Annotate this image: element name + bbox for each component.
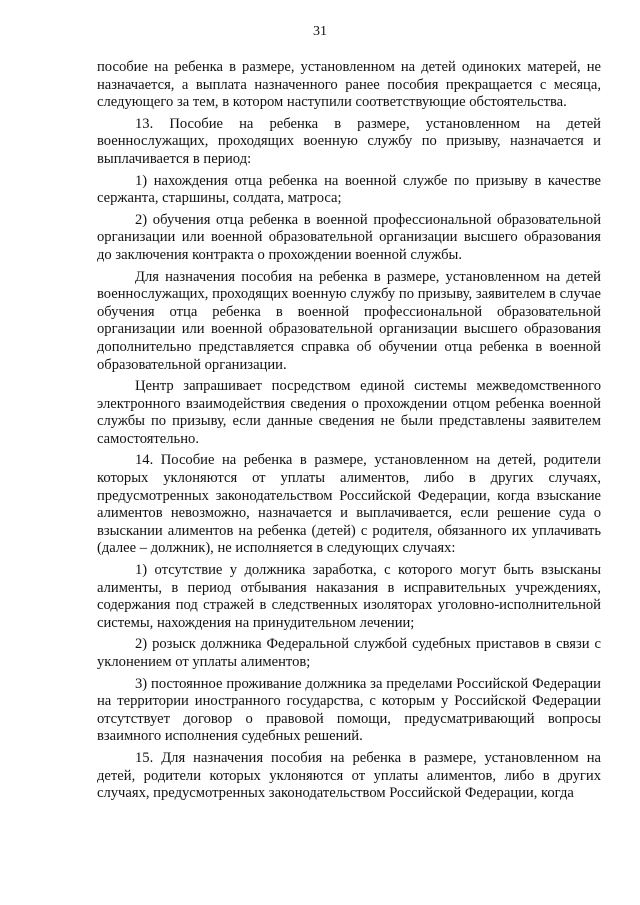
- paragraph: пособие на ребенка в размере, установленном на детей одиноких матерей, не назначается, а выплата назначенного ранее пособия прекращается с месяца, следующего за тем, в котором наступили соответствующие обстоятельства.: [97, 59, 601, 111]
- paragraph: Для назначения пособия на ребенка в размере, установленном на детей военнослужащих, проходящих военную службу по призыву, заявителем в случае обучения отца ребенка в военной профессиональной образовательной организации или военной образовательной организации высшего образования дополнительно представляется справка об обучении отца ребенка в военной образовательной организации.: [97, 268, 601, 373]
- paragraph: 1) отсутствие у должника заработка, с которого могут быть взысканы алименты, в период отбывания наказания в исправительных учреждениях, содержания под стражей в следственных изоляторах уголовно-исполнительной системы, нахождения на принудительном лечении;: [97, 562, 601, 631]
- page-number: 31: [313, 24, 327, 39]
- paragraph: 2) обучения отца ребенка в военной профессиональной образовательной организации или военной образовательной организации высшего образования до заключения контракта о прохождении военной службы.: [97, 211, 601, 263]
- document-body: [97, 59, 601, 807]
- paragraph: 14. Пособие на ребенка в размере, установленном на детей, родители которых уклоняются от уплаты алиментов, либо в других случаях, предусмотренных законодательством Российской Федерации, когда взыскание алиментов невозможно, назначается и выплачивается, если решение суда о взыскании алиментов на ребенка (детей) с родителя, обязанного их уплачивать (далее – должник), не исполняется в следующих случаях:: [97, 452, 601, 557]
- paragraph: 2) розыск должника Федеральной службой судебных приставов в связи с уклонением от уплаты алиментов;: [97, 636, 601, 670]
- paragraph: 3) постоянное проживание должника за пределами Российской Федерации на территории иностранного государства, с которым у Российской Федерации отсутствует договор о правовой помощи, предусматривающий вопросы взаимного исполнения судебных решений.: [97, 675, 601, 745]
- paragraph: 15. Для назначения пособия на ребенка в размере, установленном на детей, родители которых уклоняются от уплаты алиментов, либо в других случаях, предусмотренных законодательством Российской Федерации, когда: [97, 749, 601, 802]
- paragraph: 1) нахождения отца ребенка на военной службе по призыву в качестве сержанта, старшины, солдата, матроса;: [97, 172, 601, 207]
- paragraph: 13. Пособие на ребенка в размере, установленном на детей военнослужащих, проходящих военную службу по призыву, назначается и выплачивается в период:: [97, 115, 601, 167]
- paragraph: Центр запрашивает посредством единой системы межведомственного электронного взаимодействия сведения о прохождении отцом ребенка военной службы по призыву, если данные сведения не были представлены заявителем самостоятельно.: [97, 378, 601, 447]
